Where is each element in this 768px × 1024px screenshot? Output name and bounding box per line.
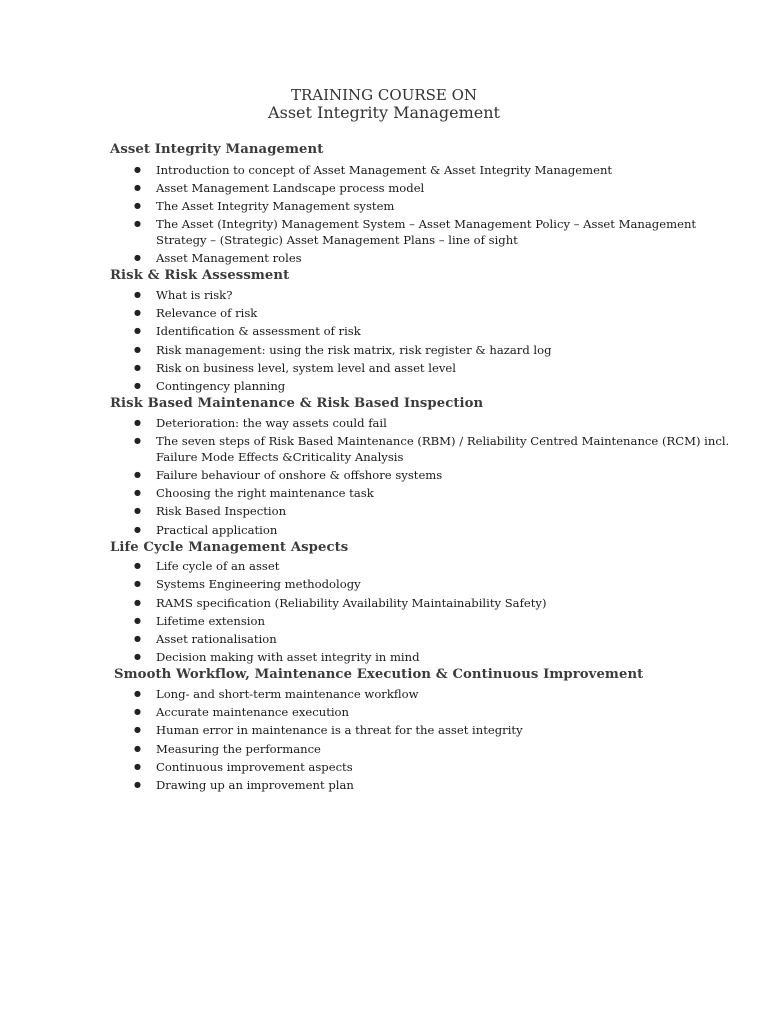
- list-item-text: Relevance of risk: [156, 306, 258, 320]
- list-item-text: Contingency planning: [156, 379, 286, 393]
- bullet-icon: ●: [134, 253, 141, 262]
- bullet-icon: ●: [134, 598, 141, 607]
- list-item-text: Accurate maintenance execution: [156, 705, 350, 719]
- list-item: [134, 704, 736, 720]
- bullet-icon: ●: [134, 725, 141, 734]
- bullet-icon: ●: [134, 525, 141, 534]
- list-item-text: Failure behaviour of onshore & offshore systems: [156, 468, 443, 482]
- bullet-icon: ●: [134, 689, 141, 698]
- bullet-icon: ●: [134, 219, 141, 228]
- section-heading-smooth-workflow: Smooth Workflow, Maintenance Execution & Continuous Improvement: [114, 667, 644, 682]
- bullet-icon: ●: [134, 201, 141, 210]
- bullet-icon: ●: [134, 290, 141, 299]
- section-heading-asset-integrity-management: Asset Integrity Management: [110, 142, 324, 157]
- list-item: [134, 415, 736, 431]
- list-item: [134, 198, 736, 214]
- list-item: [134, 503, 736, 519]
- bullet-icon: ●: [134, 165, 141, 174]
- list-item: [134, 250, 736, 266]
- list-item-text: Introduction to concept of Asset Management & Asset Integrity Management: [156, 163, 613, 177]
- list-item: [134, 323, 736, 339]
- list-item-text: The Asset (Integrity) Management System – Asset Management Policy – Asset Management Strategy – (Strategic) Asset Management Plans – line of sight: [156, 217, 697, 248]
- list-item: [134, 777, 736, 793]
- bullet-icon: ●: [134, 762, 141, 771]
- bullet-icon: ●: [134, 326, 141, 335]
- course-title-line-1: TRAINING COURSE ON: [290, 86, 478, 104]
- list-item-text: Decision making with asset integrity in mind: [156, 650, 420, 664]
- bullet-icon: ●: [134, 634, 141, 643]
- list-item: [134, 613, 736, 629]
- bullet-icon: ●: [134, 345, 141, 354]
- bullet-icon: ●: [134, 183, 141, 192]
- list-item-text: Choosing the right maintenance task: [156, 486, 374, 500]
- list-item-text: Drawing up an improvement plan: [156, 778, 354, 792]
- list-item-text: What is risk?: [156, 288, 233, 302]
- list-item: [134, 631, 736, 647]
- list-item: [134, 305, 736, 321]
- list-item-text: Risk management: using the risk matrix, risk register & hazard log: [156, 343, 552, 357]
- list-item-text: Risk Based Inspection: [156, 504, 287, 518]
- section-heading-risk-assessment: Risk & Risk Assessment: [110, 268, 290, 283]
- list-item: [134, 378, 736, 394]
- list-item: [134, 485, 736, 501]
- bullet-icon: ●: [134, 470, 141, 479]
- list-item-text: Life cycle of an asset: [156, 559, 280, 573]
- list-item: [134, 558, 736, 574]
- bullet-icon: ●: [134, 579, 141, 588]
- list-item-text: The Asset Integrity Management system: [156, 199, 395, 213]
- bullet-icon: ●: [134, 418, 141, 427]
- list-item: [134, 216, 736, 248]
- list-item-text: Systems Engineering methodology: [156, 577, 361, 591]
- bullet-icon: ●: [134, 616, 141, 625]
- list-item: [134, 522, 736, 538]
- bullet-icon: ●: [134, 436, 141, 445]
- list-item-text: RAMS specification (Reliability Availability Maintainability Safety): [156, 596, 547, 610]
- list-item: [134, 649, 736, 665]
- bullet-icon: ●: [134, 707, 141, 716]
- list-item-text: Lifetime extension: [156, 614, 265, 628]
- section-heading-life-cycle-management: Life Cycle Management Aspects: [110, 540, 349, 555]
- bullet-icon: ●: [134, 488, 141, 497]
- bullet-icon: ●: [134, 506, 141, 515]
- list-item-text: Deterioration: the way assets could fail: [156, 416, 387, 430]
- list-item: [134, 467, 736, 483]
- list-item: [134, 360, 736, 376]
- bullet-icon: ●: [134, 780, 141, 789]
- bullet-icon: ●: [134, 744, 141, 753]
- list-item-text: Continuous improvement aspects: [156, 760, 353, 774]
- bullet-icon: ●: [134, 561, 141, 570]
- list-item-text: Asset Management Landscape process model: [156, 181, 425, 195]
- list-item-text: Measuring the performance: [156, 742, 321, 756]
- list-item: [134, 741, 736, 757]
- list-item: [134, 342, 736, 358]
- list-item-text: Long- and short-term maintenance workflow: [156, 687, 419, 701]
- bullet-icon: ●: [134, 381, 141, 390]
- list-item: [134, 180, 736, 196]
- bullet-icon: ●: [134, 652, 141, 661]
- list-item: [134, 722, 736, 738]
- list-item-text: Human error in maintenance is a threat for the asset integrity: [156, 723, 523, 737]
- list-item-text: Identification & assessment of risk: [156, 324, 361, 338]
- bullet-icon: ●: [134, 308, 141, 317]
- list-item: [134, 595, 736, 611]
- list-item: [134, 433, 736, 465]
- list-item-text: The seven steps of Risk Based Maintenance (RBM) / Reliability Centred Maintenance (RCM) incl. Failure Mode Effects &Criticality Analysis: [156, 434, 730, 465]
- course-title-line-2: Asset Integrity Management: [268, 103, 500, 122]
- list-item: [134, 686, 736, 702]
- list-item-text: Risk on business level, system level and asset level: [156, 361, 456, 375]
- bullet-icon: ●: [134, 363, 141, 372]
- list-item-text: Practical application: [156, 523, 278, 537]
- list-item-text: Asset Management roles: [156, 251, 302, 265]
- list-item: [134, 287, 736, 303]
- list-item-text: Asset rationalisation: [156, 632, 277, 646]
- section-heading-risk-based-maintenance: Risk Based Maintenance & Risk Based Inspection: [110, 396, 484, 411]
- list-item: [134, 759, 736, 775]
- list-item: [134, 576, 736, 592]
- list-item: [134, 162, 736, 178]
